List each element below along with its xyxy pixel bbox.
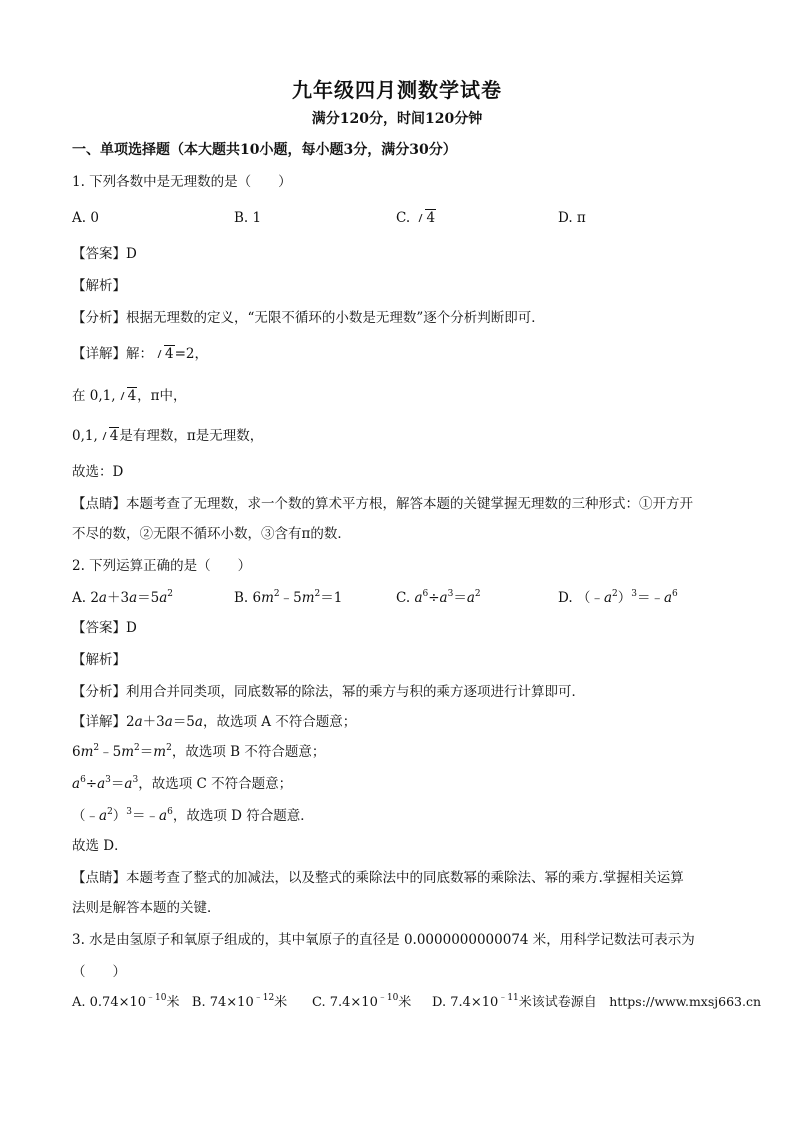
q3-option-d-base: D. 7.4×10 bbox=[431, 995, 499, 1010]
source-url[interactable]: https://www.mxsj663.cn bbox=[609, 994, 762, 1009]
q2-detail-2-tail: ，故选项 B 不符合题意； bbox=[171, 744, 326, 760]
q1-answer: 【答案】D bbox=[72, 246, 137, 262]
q1-option-c-radicand: 4 bbox=[426, 210, 436, 226]
q2-detail-3-tail: ，故选项 C 不符合题意； bbox=[138, 776, 293, 792]
q1-line2-radicand: 4 bbox=[127, 388, 137, 404]
q3-option-c-base: C. 7.4×10 bbox=[311, 995, 378, 1010]
sqrt-symbol bbox=[416, 208, 436, 228]
q3-option-b-unit: 米 bbox=[274, 995, 288, 1010]
q3-option-a bbox=[72, 995, 180, 1010]
q2-dianjing-2: 法则是解答本题的关键． bbox=[72, 900, 221, 916]
q2-option-c: C. $a^6\div a^3=a^2$ bbox=[396, 589, 481, 606]
q3-option-b-exp: ﹣12 bbox=[253, 993, 275, 1003]
q2-detail-1-tail: ，故选项 A 不符合题意； bbox=[202, 714, 357, 730]
q1-option-a: A. 0 bbox=[72, 210, 99, 226]
q3-option-b bbox=[192, 995, 287, 1010]
q2-guxuan: 故选 D． bbox=[72, 838, 128, 854]
q3-option-c bbox=[312, 995, 411, 1010]
q2-detail-4: $(﹣a^2)^3=﹣a^6$，故选项 D 符合题意． bbox=[72, 807, 314, 824]
q1-line3 bbox=[72, 426, 263, 446]
q2-fenxi: 【分析】利用合并同类项，同底数幂的除法，幂的乘方与积的乘方逐项进行计算即可． bbox=[72, 684, 585, 700]
q2-stem: 2. 下列运算正确的是（ ） bbox=[72, 558, 252, 574]
q3-stem: 3. 水是由氢原子和氧原子组成的，其中氧原子的直径是 0.0000000000074 米，用科学记数法可表示为 bbox=[72, 932, 695, 948]
q3-option-a-exp: ﹣10 bbox=[146, 993, 167, 1003]
q3-option-d-unit: 米该试卷源自 bbox=[518, 995, 597, 1010]
q1-xiangjie-pre: 【详解】解： bbox=[72, 346, 153, 362]
q1-option-c bbox=[396, 208, 436, 228]
q1-xiangjie-radicand: 4 bbox=[165, 346, 174, 362]
q3-option-c-exp: ﹣10 bbox=[377, 993, 399, 1003]
q1-stem: 1. 下列各数中是无理数的是（ ） bbox=[72, 174, 292, 190]
sqrt-symbol bbox=[155, 344, 175, 364]
q2-detail-3: $a^6\div a^3=a^3$，故选项 C 不符合题意； bbox=[72, 775, 293, 792]
q1-option-d: D. π bbox=[558, 210, 586, 226]
q1-guxuan: 故选：D bbox=[72, 464, 124, 480]
q1-option-b: B. 1 bbox=[234, 210, 262, 226]
q1-xiangjie-post: =2， bbox=[174, 346, 208, 362]
q3-option-a-base: A. 0.74×10 bbox=[72, 995, 147, 1010]
q2-option-b: B. $6m^2﹣5m^2=1$ bbox=[234, 589, 343, 606]
q3-option-d-exp: ﹣11 bbox=[498, 993, 519, 1003]
q1-line3-pre: 0,1, bbox=[72, 428, 98, 444]
q1-option-c-label: C. bbox=[396, 210, 411, 226]
q1-jiexi: 【解析】 bbox=[72, 278, 126, 294]
q1-dianjing-1: 【点睛】本题考查了无理数，求一个数的算术平方根，解答本题的关键掌握无理数的三种形式：①开方开 bbox=[72, 496, 693, 512]
q3-option-c-unit: 米 bbox=[398, 995, 412, 1010]
q2-option-d: D. $(﹣a^2)^3=﹣a^6$ bbox=[558, 589, 678, 606]
page-subtitle: 满分120分，时间120分钟 bbox=[311, 111, 483, 127]
q1-line3-post: 是有理数，π是无理数， bbox=[119, 428, 264, 444]
q3-option-b-base: B. 74×10 bbox=[191, 995, 254, 1010]
q2-answer: 【答案】D bbox=[72, 620, 137, 636]
q2-detail-4-tail: ，故选项 D 符合题意． bbox=[172, 808, 314, 824]
sqrt-symbol bbox=[100, 426, 120, 446]
q1-line3-radicand: 4 bbox=[109, 428, 119, 444]
q2-option-a: A. $2a+3a=5a^2$ bbox=[72, 589, 174, 606]
q1-line2-post: ，π中， bbox=[137, 388, 187, 404]
q3-option-a-unit: 米 bbox=[166, 995, 180, 1010]
q2-dianjing-1: 【点睛】本题考查了整式的加减法，以及整式的乘除法中的同底数幂的乘除法、幂的乘方.掌握相关运算 bbox=[72, 870, 684, 886]
q3-option-d bbox=[432, 995, 597, 1010]
q1-fenxi: 【分析】根据无理数的定义，“无限不循环的小数是无理数”逐个分析判断即可． bbox=[72, 310, 545, 326]
q1-line2-pre: 在 0,1, bbox=[72, 388, 116, 404]
q3-options bbox=[72, 992, 761, 1013]
page-title: 九年级四月测数学试卷 bbox=[292, 78, 502, 102]
section-heading: 一、单项选择题（本大题共10小题，每小题3分，满分30分） bbox=[72, 142, 457, 158]
q3-paren: （ ） bbox=[72, 964, 126, 980]
q2-jiexi: 【解析】 bbox=[72, 652, 126, 668]
q2-detail-1: 【详解】2a＋3a＝5a，故选项 A 不符合题意； bbox=[72, 714, 357, 730]
q1-xiangjie bbox=[72, 344, 208, 364]
q1-dianjing-2: 不尽的数，②无限不循环小数，③含有π的数． bbox=[72, 526, 351, 542]
q2-detail-2: $6m^2﹣5m^2=m^2$，故选项 B 不符合题意； bbox=[72, 743, 326, 760]
sqrt-symbol bbox=[118, 386, 138, 406]
q1-line2 bbox=[72, 386, 187, 406]
